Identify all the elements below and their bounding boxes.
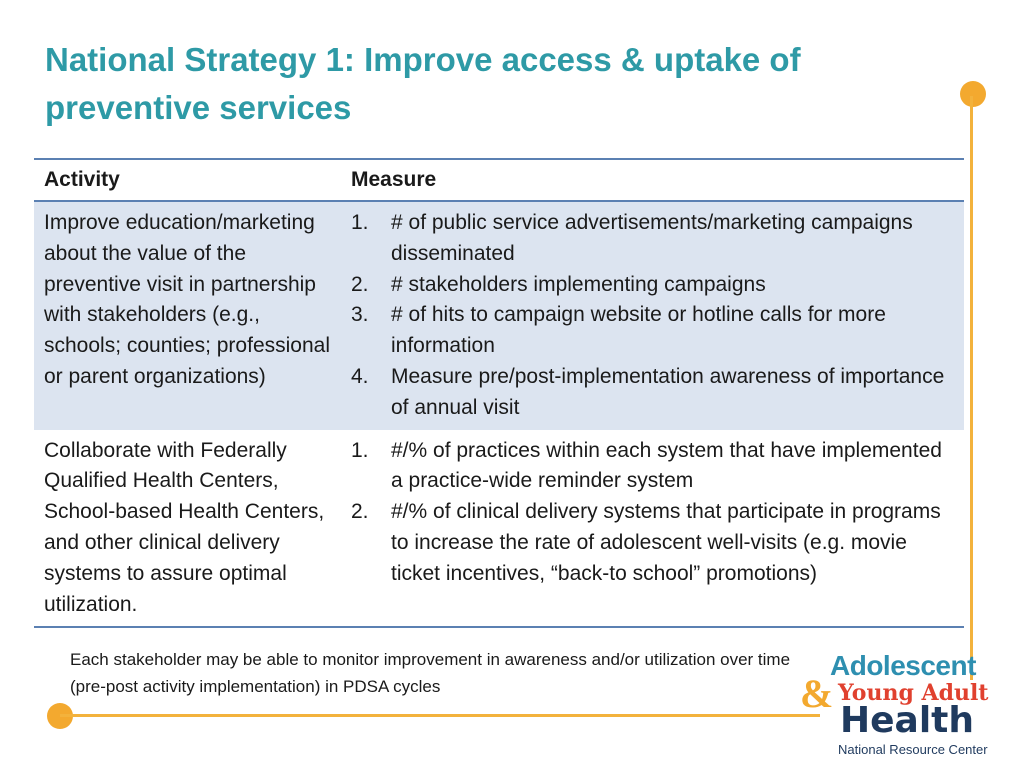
item-text: # of hits to campaign website or hotline calls for more information bbox=[391, 303, 886, 358]
item-number: 1. bbox=[351, 438, 369, 462]
logo-line-health: Health bbox=[840, 700, 975, 741]
table-header-row bbox=[34, 159, 964, 201]
activity-cell: Collaborate with Federally Qualified Health Centers, School-based Health Centers, and other clinical delivery systems to assure optimal utilization. bbox=[34, 430, 341, 628]
logo-line-adolescent: Adolescent bbox=[830, 650, 976, 681]
item-text: # stakeholders implementing campaigns bbox=[391, 272, 766, 296]
item-text: #/% of practices within each system that have implemented a practice-wide reminder system bbox=[391, 438, 942, 493]
list-item bbox=[351, 436, 954, 498]
list-item bbox=[351, 362, 954, 424]
item-number: 1. bbox=[351, 211, 369, 234]
column-header-activity: Activity bbox=[34, 159, 341, 201]
item-text: #/% of clinical delivery systems that participate in programs to increase the rate of adolescent well-visits (e.g. movie ticket incentives, “back-to school” promotions) bbox=[391, 500, 941, 585]
decorative-vertical-line bbox=[970, 96, 973, 680]
list-item bbox=[351, 208, 954, 270]
item-number: 2. bbox=[351, 500, 369, 524]
measure-list bbox=[351, 208, 954, 424]
measure-cell bbox=[341, 430, 964, 628]
logo-line-resource-center: National Resource Center bbox=[838, 742, 988, 757]
footnote-text: Each stakeholder may be able to monitor improvement in awareness and/or utilization over time (pre-post activity implementation) in PDSA cycles bbox=[70, 650, 791, 696]
column-header-measure: Measure bbox=[341, 159, 964, 201]
list-item bbox=[351, 300, 954, 362]
slide-title: National Strategy 1: Improve access & uptake of preventive services bbox=[45, 41, 801, 126]
logo-ampersand: & bbox=[800, 671, 834, 716]
measure-cell bbox=[341, 201, 964, 430]
list-item bbox=[351, 270, 954, 301]
table-row bbox=[34, 201, 964, 430]
measure-list bbox=[351, 436, 954, 590]
decorative-dot-top bbox=[960, 81, 986, 107]
item-text: Measure pre/post-implementation awareness of importance of annual visit bbox=[391, 364, 945, 419]
list-item bbox=[351, 497, 954, 589]
item-text: # of public service advertisements/marketing campaigns disseminated bbox=[391, 211, 913, 265]
organization-logo bbox=[800, 650, 1010, 760]
activity-measure-table bbox=[34, 158, 964, 628]
decorative-horizontal-line bbox=[60, 714, 820, 717]
item-number: 4. bbox=[351, 364, 369, 388]
logo-line-young-adult: Young Adult bbox=[838, 680, 989, 706]
table-row bbox=[34, 430, 964, 628]
item-number: 2. bbox=[351, 272, 369, 296]
activity-cell: Improve education/marketing about the value of the preventive visit in partnership with stakeholders (e.g., schools; counties; professional or parent organizations) bbox=[34, 201, 341, 430]
item-number: 3. bbox=[351, 303, 369, 327]
